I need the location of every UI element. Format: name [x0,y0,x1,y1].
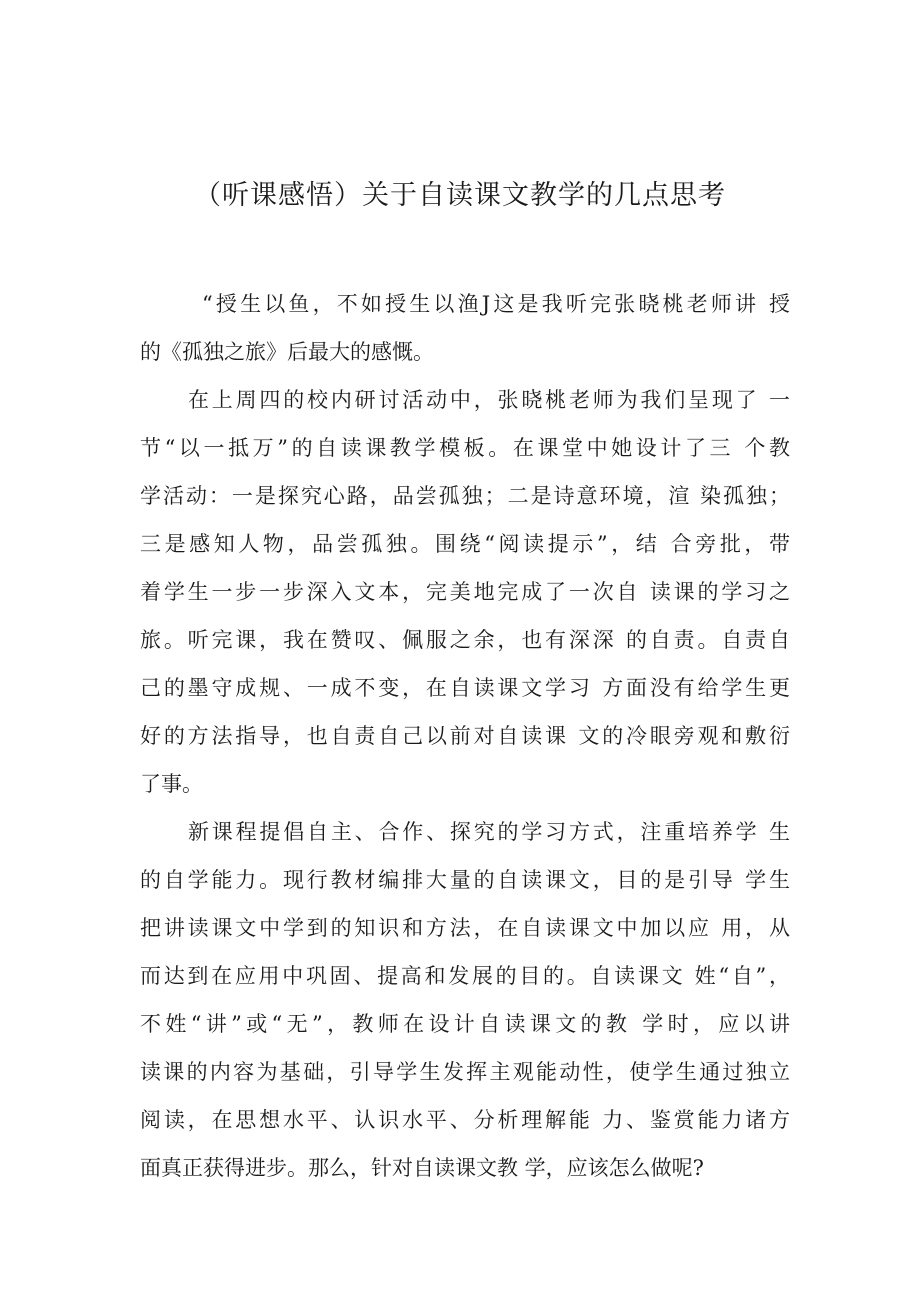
text-line: 己的墨守成规、一成不变，在自读课文学习 方面没有给学生更 [140,676,790,700]
text-line: “授生以鱼，不如授生以渔J这是我听完张晓桃老师讲 授 [202,292,790,316]
text-line: 面真正获得进步。那么，针对自读课文教 学，应该怎么做呢? [140,1156,704,1180]
text-line: 着学生一步一步深入文本，完美地完成了一次自 读课的学习之 [140,580,790,604]
paragraph-2 [140,376,790,808]
text-line: 了事。 [140,772,203,796]
document-title: （听课感悟）关于自读课文教学的几点思考 [194,180,726,211]
text-line: 的《孤独之旅》后最大的感慨。 [140,340,434,364]
text-line: 三是感知人物，品尝孤独。围绕“阅读提示”，结 合旁批，带 [140,532,790,556]
text-line: 在上周四的校内研讨活动中，张晓桃老师为我们呈现了 一 [188,388,790,412]
text-line: 不姓“讲”或“无”，教师在设计自读课文的教 学时，应以讲 [140,1012,790,1036]
text-line: 而达到在应用中巩固、提高和发展的目的。自读课文 姓“自”， [140,964,790,988]
text-line: 学活动：一是探究心路，品尝孤独；二是诗意环境，渲 染孤独； [140,484,790,508]
text-line: 的自学能力。现行教材编排大量的自读课文，目的是引导 学生 [140,868,790,892]
text-line: 节“以一抵万”的自读课教学模板。在课堂中她设计了三 个教 [140,436,790,460]
text-line: 好的方法指导，也自责自己以前对自读课 文的冷眼旁观和敷衍 [140,724,790,748]
text-line: 旅。听完课，我在赞叹、佩服之余，也有深深 的自责。自责自 [140,628,790,652]
paragraph-1 [140,280,790,376]
text-line: 新课程提倡自主、合作、探究的学习方式，注重培养学 生 [188,820,790,844]
text-line: 读课的内容为基础，引导学生发挥主观能动性，使学生通过独立 [140,1060,790,1084]
paragraph-3 [140,808,790,1192]
text-line: 把讲读课文中学到的知识和方法，在自读课文中加以应 用，从 [140,916,790,940]
document-body [140,280,790,1192]
text-line: 阅读，在思想水平、认识水平、分析理解能 力、鉴赏能力诸方 [140,1108,790,1132]
